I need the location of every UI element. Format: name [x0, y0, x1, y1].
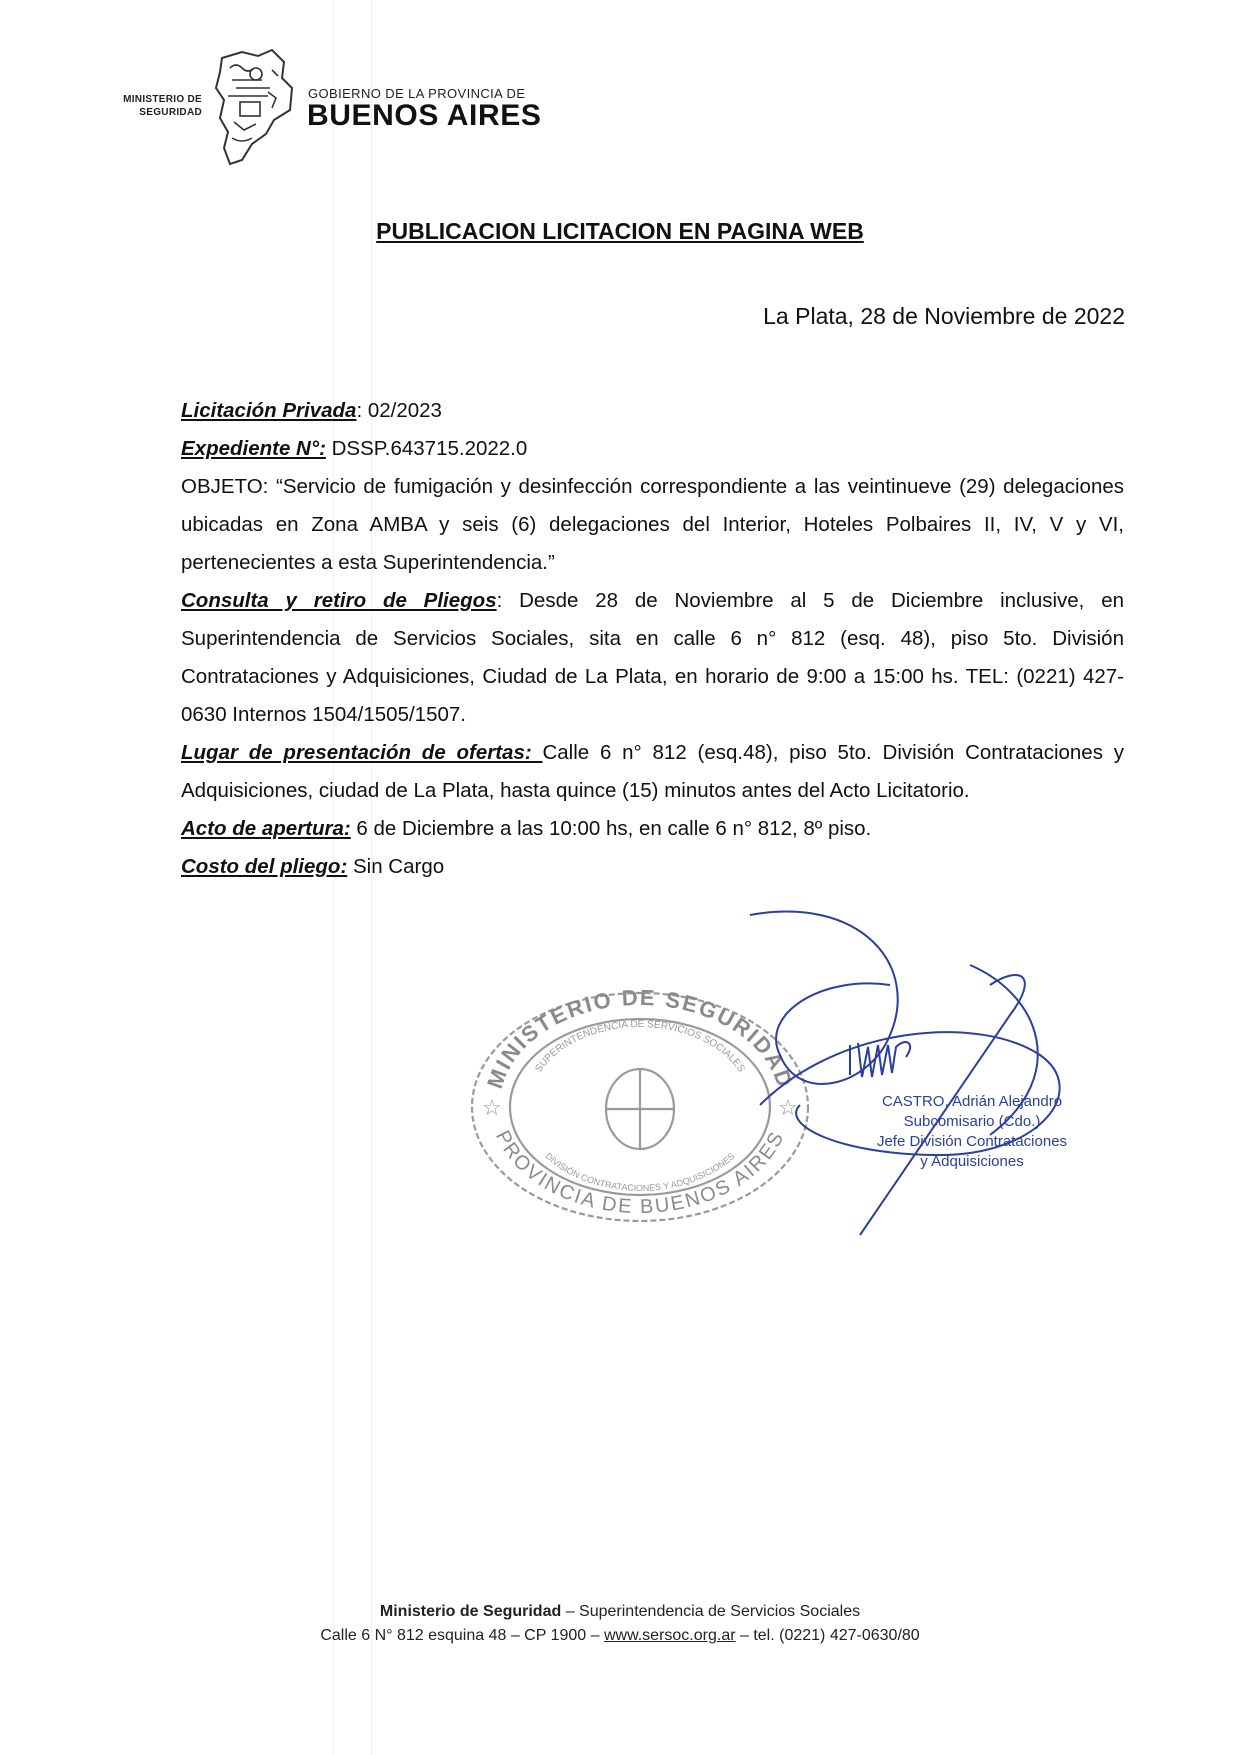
document-title: PUBLICACION LICITACION EN PAGINA WEB — [376, 218, 864, 244]
page-footer — [0, 1600, 1240, 1648]
footer-website-link[interactable]: www.sersoc.org.ar — [603, 1627, 736, 1644]
footer-org: Ministerio de Seguridad — [379, 1603, 562, 1620]
handwritten-signature — [740, 905, 1120, 1265]
ministry-line2: SEGURIDAD — [139, 107, 202, 118]
svg-text:☆: ☆ — [778, 1096, 798, 1121]
document-date: La Plata, 28 de Noviembre de 2022 — [763, 303, 1125, 329]
province-map-logo — [212, 48, 298, 166]
ministry-line1: MINISTERIO DE — [123, 94, 202, 105]
consulta-label: Consulta y retiro de Pliegos — [181, 589, 497, 612]
lugar-value: Calle 6 n° 812 (esq.48), piso 5to. División Contrataciones y Adquisiciones, ciudad de La Plata, hasta quince (15) minutos antes del Acto Licitatorio. — [181, 741, 1124, 802]
costo-row — [181, 848, 1124, 886]
footer-dept: Superintendencia de Servicios Sociales — [579, 1603, 861, 1620]
licitacion-row — [181, 392, 1124, 430]
government-subtitle: GOBIERNO DE LA PROVINCIA DE — [308, 86, 526, 101]
tender-details — [181, 392, 1124, 886]
signer-name: CASTRO, Adrián Alejandro — [881, 1093, 1063, 1110]
consulta-row — [181, 582, 1124, 734]
licitacion-sep: : — [356, 399, 363, 422]
footer-line1 — [0, 1600, 1240, 1624]
acto-row — [181, 810, 1124, 848]
government-title: BUENOS AIRES — [307, 99, 542, 132]
acto-label: Acto de apertura: — [181, 817, 351, 840]
licitacion-value: 02/2023 — [362, 399, 442, 422]
consulta-sep: : — [496, 589, 503, 612]
lugar-row — [181, 734, 1124, 810]
expediente-label: Expediente N°: — [181, 437, 326, 460]
svg-text:☆: ☆ — [482, 1096, 502, 1121]
footer-address: Calle 6 N° 812 esquina 48 – CP 1900 – — [320, 1627, 604, 1644]
footer-line2 — [0, 1624, 1240, 1648]
svg-text:SUPERINTENDENCIA DE SERVICIOS — [533, 1019, 746, 1075]
objeto-paragraph: OBJETO: “Servicio de fumigación y desinfección correspondiente a las veintinueve (29) delegaciones ubicadas en Zona AMBA y seis (6) delegaciones del Interior, Hoteles Polbaires II, IV, V y VI, pertenecientes a esta Superintendencia.” — [181, 475, 1124, 574]
signer-rank: Subcomisario (Cdo.) — [903, 1113, 1041, 1130]
signer-role-cont: y Adquisiciones — [920, 1153, 1024, 1170]
expediente-row — [181, 430, 1124, 468]
stamp-outer-bottom: PROVINCIA DE BUENOS AIRES — [490, 1127, 790, 1219]
stamp-inner-top: SUPERINTENDENCIA DE SERVICIOS SOCIALES — [533, 1019, 747, 1075]
lugar-label: Lugar de presentación de ofertas: — [181, 741, 543, 764]
stamp-inner-bottom: DIVISIÓN CONTRATACIONES Y ADQUISICIONES — [543, 1150, 737, 1194]
costo-value: Sin Cargo — [347, 855, 445, 878]
consulta-value: Desde 28 de Noviembre al 5 de Diciembre inclusive, en Superintendencia de Servicios Sociales, sita en calle 6 n° 812 (esq. 48), piso 5to. División Contrataciones y Adquisiciones, Ciudad de La Plata, en horario de 9:00 a 15:00 hs. TEL: (0221) 427-0630 Internos 1504/1505/1507. — [181, 589, 1124, 726]
expediente-value: DSSP.643715.2022.0 — [325, 437, 528, 460]
acto-value: 6 de Diciembre a las 10:00 hs, en calle 6 n° 812, 8º piso. — [350, 817, 872, 840]
signature-caption — [862, 1092, 1082, 1172]
stamp-outer-top: MINISTERIO DE SEGURIDAD — [482, 985, 798, 1092]
signer-role: Jefe División Contrataciones — [876, 1133, 1068, 1150]
costo-label: Costo del pliego: — [181, 855, 348, 878]
ministry-label — [96, 93, 202, 119]
footer-dash: – — [561, 1603, 580, 1620]
footer-phone: – tel. (0221) 427-0630/80 — [735, 1627, 920, 1644]
licitacion-label: Licitación Privada — [181, 399, 357, 422]
